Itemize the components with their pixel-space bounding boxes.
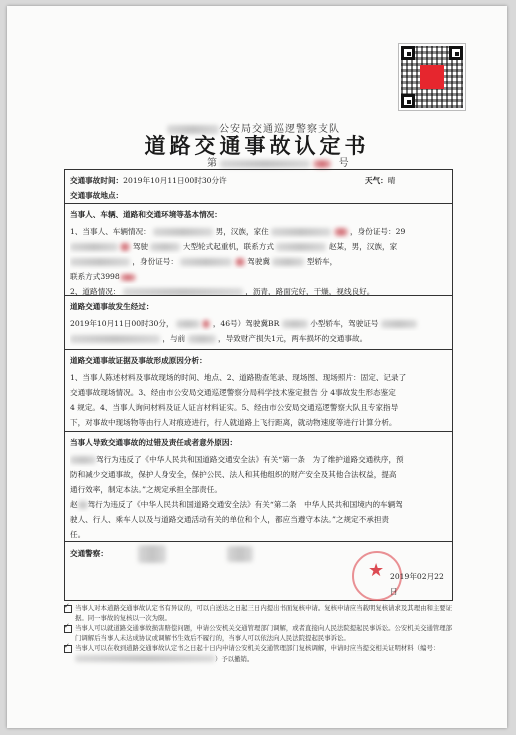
time-place-row xyxy=(65,170,452,204)
process-heading: 道路交通事故发生经过： xyxy=(70,302,154,311)
redacted-signature xyxy=(227,546,253,562)
evidence-heading: 道路交通事故证据及事故形成原因分析： xyxy=(70,356,207,365)
issue-date: 2019年02月22日 xyxy=(390,572,444,596)
document-number: 第 号 xyxy=(207,158,349,169)
place-label: 交通事故地点： xyxy=(70,191,124,200)
redacted-block xyxy=(220,160,310,168)
redacted-signature xyxy=(138,545,166,563)
time-value: 2019年10月11日00时30分许 xyxy=(123,176,227,185)
fault-section: 当事人导致交通事故的过错及责任或者意外原因： 驾行为违反了《中华人民共和国道路交通安全法》有关“第一条 为了维护道路交通秩序，预 防和减少交通事故，保护人身安全，保护公民、法人和其他组织的财产安全及其他合法权益，提高 通行效率，制定本法。”之规定承担全部责任。 赵 驾行为违反了《中华人民共和国道路交通安全法》有关“第二条 中华人民共和国境内的车辆驾 驶人、行人、乘车人以及与道路交通活动有关的单位和个人，都应当遵守本法。”之规定不承担责 任。 xyxy=(65,432,452,542)
qr-finder-icon xyxy=(449,46,463,60)
parties-heading: 当事人、车辆、道路和交通环境等基本情况： xyxy=(70,210,222,219)
qr-code-icon xyxy=(399,44,465,110)
redacted-block xyxy=(313,160,331,168)
police-label: 交通警察： xyxy=(70,549,108,558)
notes-list xyxy=(64,604,453,665)
checkbox-icon xyxy=(64,605,72,613)
note-item: ✓ 当事人对本道路交通事故认定书有异议的，可以自送达之日起三日内提出书面复核申请。复核申请应当载明复核请求及其理由和主要证据。同一事故的复核以一次为限。 xyxy=(64,604,453,623)
checkbox-icon xyxy=(64,645,72,653)
accident-form xyxy=(64,169,453,601)
evidence-section: 道路交通事故证据及事故形成原因分析： 1、当事人陈述材料及事故现场的时间、地点、2、道路勘查笔录、现场图、现场照片：固定、记录了 交通事故现场情况。3、经由市公安局交通巡逻警察分局科学技术鉴定报告 分 4事故发生形态鉴定 4 规定。4、当事人询问材料及证人证言材料证实。5、经由市公安局交通巡逻警察大队且专家指导 下，对事故中现场物等由行人对痕迹进行，行人就道路上飞行距离，就动物速度等进行计算分析。 xyxy=(65,350,452,432)
checkbox-icon xyxy=(64,625,72,633)
star-icon: ★ xyxy=(368,560,385,581)
weather-value: 晴 xyxy=(387,176,396,185)
time-label: 交通事故时间： xyxy=(70,176,124,185)
weather: 天气：晴 xyxy=(365,176,396,185)
qr-finder-icon xyxy=(401,46,415,60)
note-item: ✓ 当事人可以在收到道路交通事故认定书之日起十日内申请公安机关交通管理部门复核调解，申请时应当提交相关证明材料（编号： xyxy=(64,644,453,654)
unit-name: 公安局交通巡逻警察支队 xyxy=(219,124,340,135)
fault-heading: 当事人导致交通事故的过错及责任或者意外原因： xyxy=(70,438,238,447)
page-title: 道路交通事故认定书 xyxy=(144,133,370,158)
qr-red-mark xyxy=(420,65,444,89)
process-section: 道路交通事故发生经过： 2019年10月11日00时30分， ，46号）驾驶冀BR 小型轿车，驾驶证号 ，与前 ，导致财产损失1元，两车损坏的交通事故。 xyxy=(65,296,452,350)
signature-section xyxy=(65,542,452,602)
accident-certificate-page xyxy=(7,6,507,728)
parties-section: 当事人、车辆、道路和交通环境等基本情况： 1、当事人、车辆情况： 男，汉族，家住 ，身份证号：29 驾驶 大型轮式起重机，联系方式 赵某，男，汉族，家 ，身份证号： 驾驶冀 型轿车， 联系方式3998 2、道路情况： ，沥青，路面完好，干燥，视线良好。 xyxy=(65,204,452,296)
qr-finder-icon xyxy=(401,94,415,108)
note-item: ✓ 当事人可以就道路交通事故损害赔偿问题，申请公安机关交通管理部门调解，或者直接向人民法院提起民事诉讼。公安机关交通管理部门调解后当事人未达成协议或调解书生效后不履行的，当事人可以依法向人民法院提起民事诉讼。 xyxy=(64,624,453,643)
note-item: ）予以撤销。 xyxy=(64,655,453,665)
